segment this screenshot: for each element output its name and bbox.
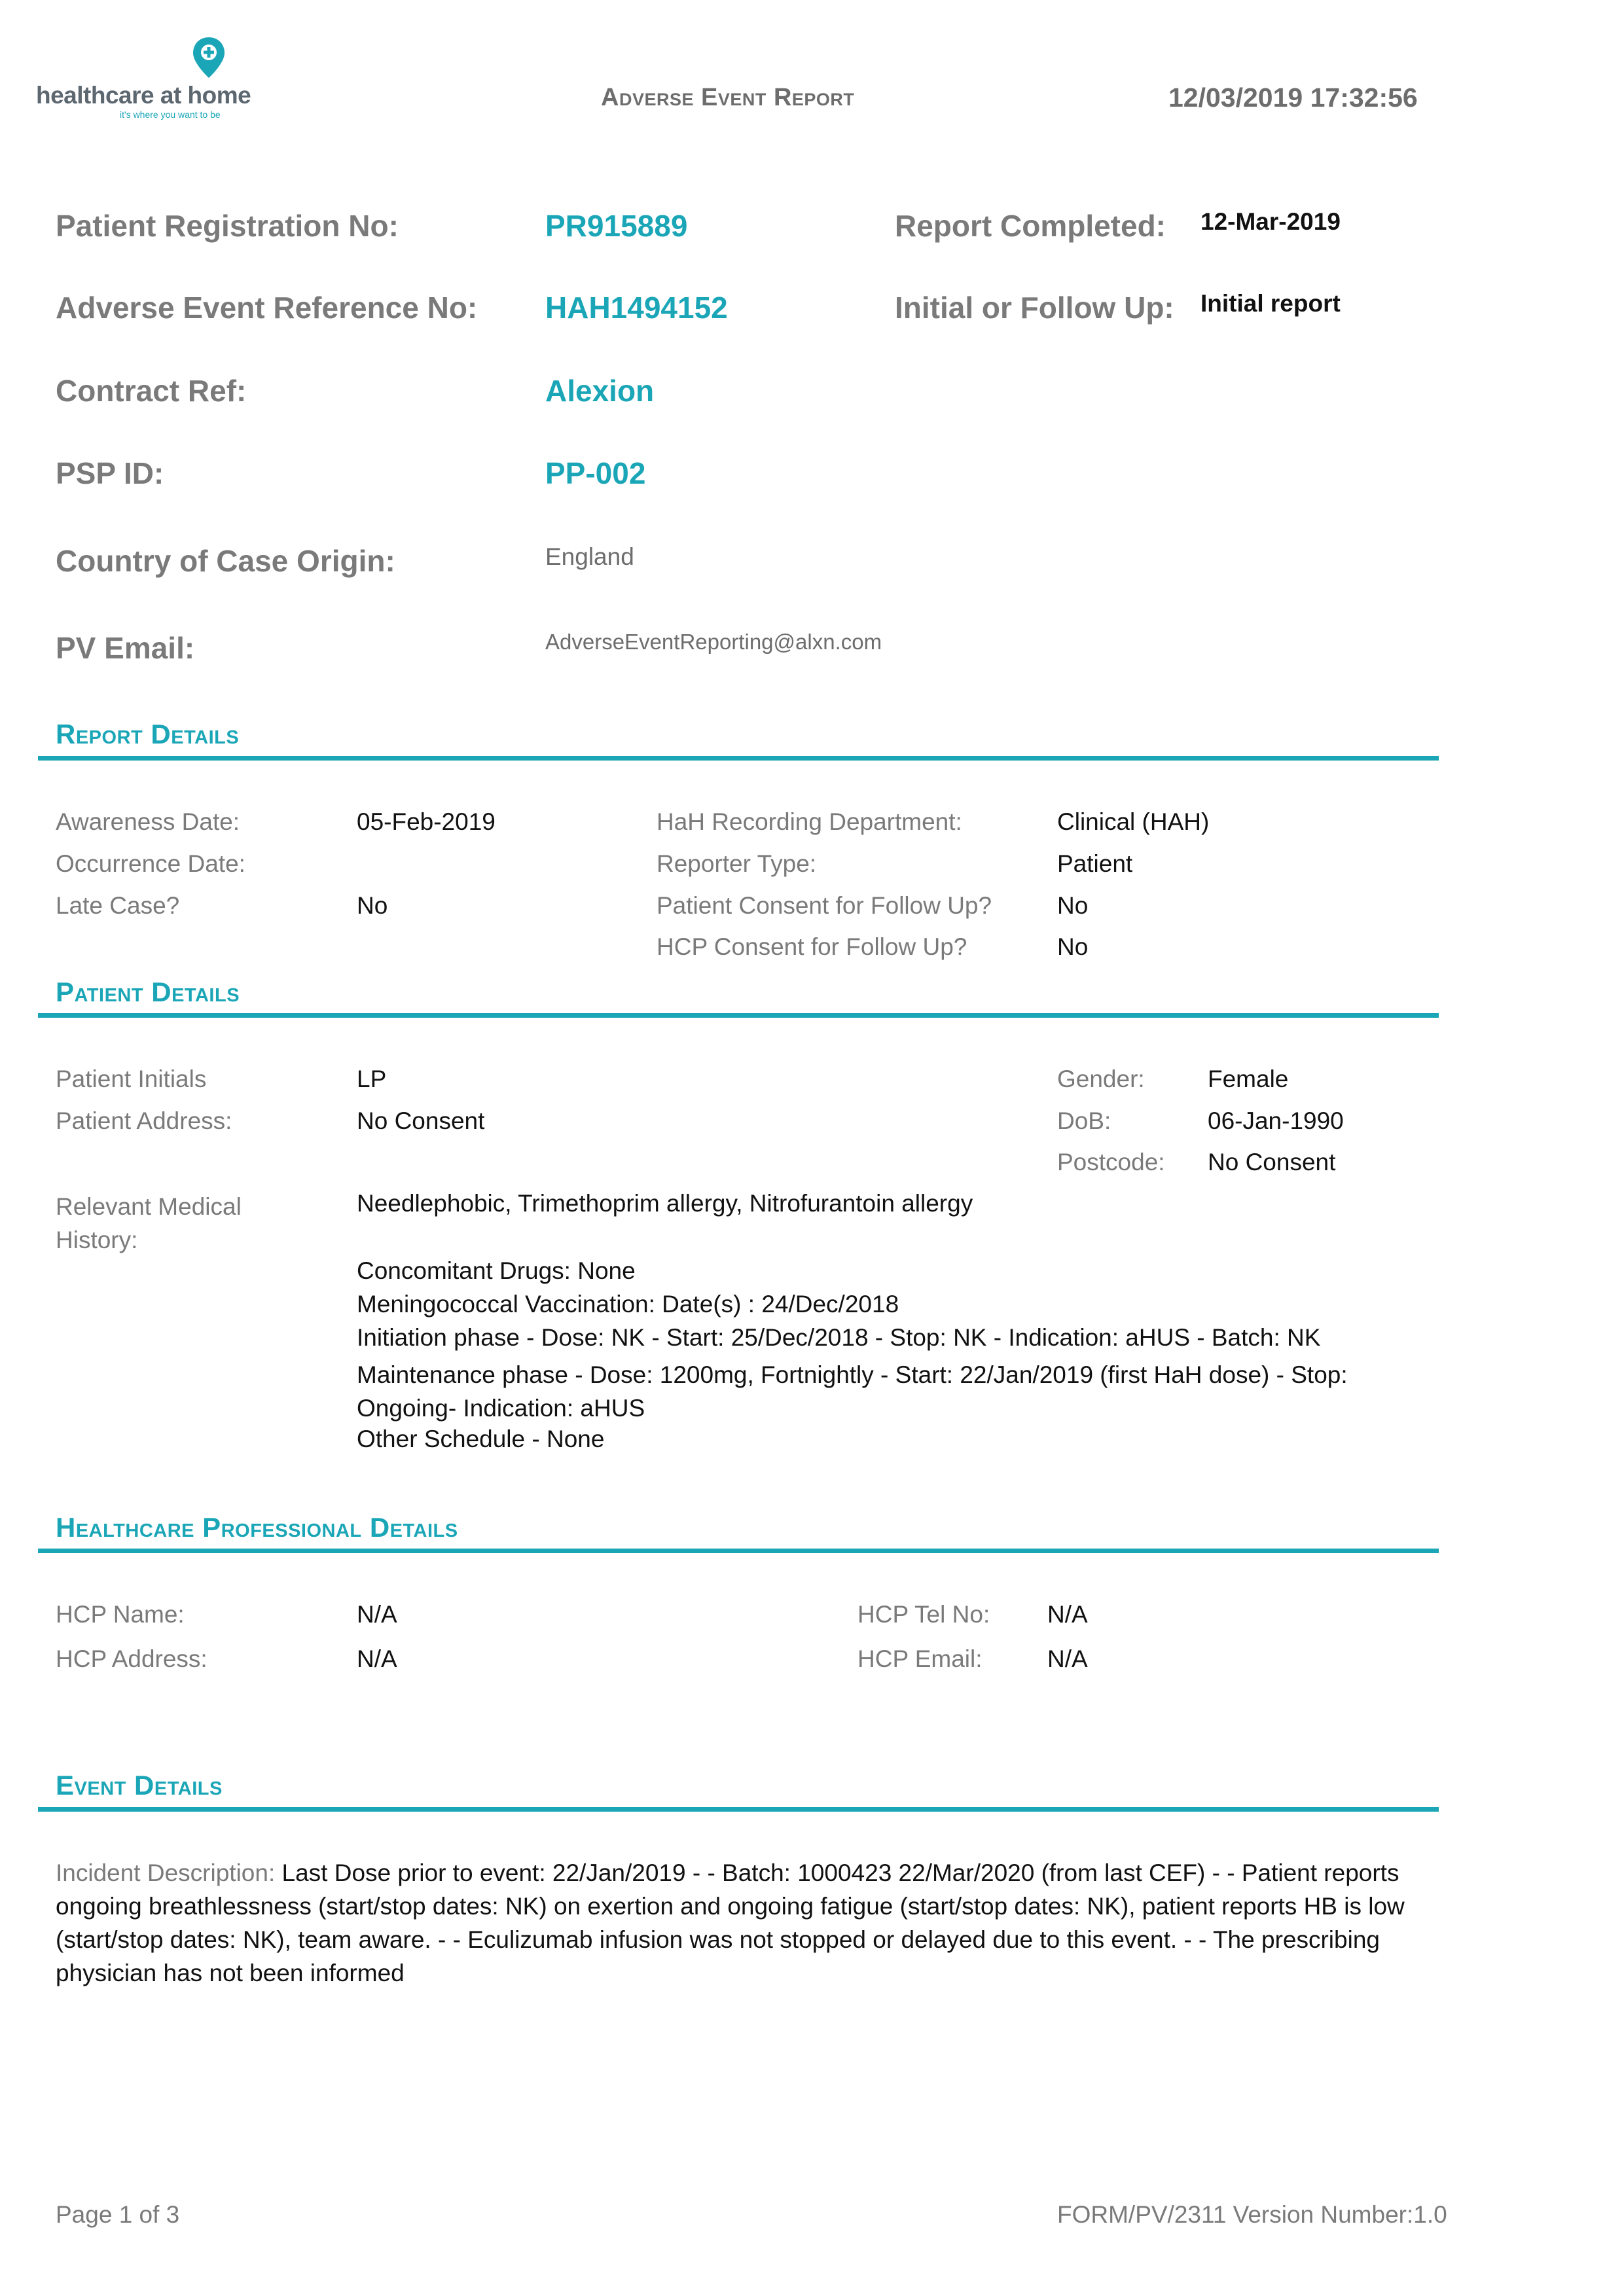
hcp-details-divider [38,1549,1439,1553]
report-completed-value: 12-Mar-2019 [1200,208,1341,235]
event-details-divider [38,1807,1439,1812]
country-origin-value: England [545,543,634,570]
report-details-heading: Report Details [56,719,240,749]
patient-consent-value: No [1057,892,1089,919]
patient-address-value: No Consent [357,1107,485,1134]
dob-value: 06-Jan-1990 [1208,1107,1344,1134]
incident-description-value: Last Dose prior to event: 22/Jan/2019 - - Batch: 1000423 22/Mar/2020 (from last CEF) - - Patient reports ongoing breathlessness (start/stop dates: NK) on exertion and ongoing fatigue (start/stop dates: NK), patient reports HB is low (start/stop dates: NK), team aware. - - Eculizumab infusion was not stopped or delayed due to this event. - - The prescribing physician has not been informed [56,1859,1405,1986]
hcp-name-value: N/A [357,1601,397,1628]
report-details-divider [38,756,1439,761]
event-details-heading: Event Details [56,1770,223,1801]
patient-initials-label: Patient Initials [56,1066,207,1092]
hcp-name-label: HCP Name: [56,1601,185,1628]
awareness-date-label: Awareness Date: [56,808,240,835]
gender-label: Gender: [1057,1066,1145,1092]
recording-department-value: Clinical (HAH) [1057,808,1210,835]
drug-line: Concomitant Drugs: None [357,1257,636,1284]
hcp-address-value: N/A [357,1645,397,1672]
contract-ref-value: Alexion [545,374,655,408]
hcp-tel-value: N/A [1047,1601,1088,1628]
drug-line: Maintenance phase - Dose: 1200mg, Fortnightly - Start: 22/Jan/2019 (first HaH dose) - Stop: Ongoing- Indication: aHUS [357,1361,1348,1422]
initial-followup-value: Initial report [1200,290,1341,317]
postcode-value: No Consent [1208,1149,1336,1175]
dob-label: DoB: [1057,1107,1111,1134]
hcp-details-heading: Healthcare Professional Details [56,1512,458,1543]
pv-email-label: PV Email: [56,631,195,665]
patient-address-label: Patient Address: [56,1107,232,1134]
report-completed-label: Report Completed: [895,209,1166,243]
logo [36,36,259,121]
postcode-label: Postcode: [1057,1149,1165,1175]
hcp-email-value: N/A [1047,1645,1088,1672]
form-version: FORM/PV/2311 Version Number:1.0 [1057,2201,1447,2228]
pv-email-value: AdverseEventReporting@alxn.com [545,630,882,654]
hcp-email-label: HCP Email: [857,1645,983,1672]
medical-history-value: Needlephobic, Trimethoprim allergy, Nitrofurantoin allergy [357,1190,973,1217]
drug-line: Initiation phase - Dose: NK - Start: 25/Dec/2018 - Stop: NK - Indication: aHUS - Batch: NK [357,1324,1321,1351]
psp-id-value: PP-002 [545,456,646,490]
incident-description-label: Incident Description: [56,1859,276,1886]
page-number: Page 1 of 3 [56,2201,180,2228]
gender-value: Female [1208,1066,1289,1092]
recording-department-label: HaH Recording Department: [657,808,962,835]
patient-registration-value: PR915889 [545,209,688,243]
hcp-consent-value: No [1057,933,1089,960]
ae-reference-value: HAH1494152 [545,291,728,325]
report-datetime: 12/03/2019 17:32:56 [1168,82,1418,113]
ae-reference-label: Adverse Event Reference No: [56,291,478,325]
reporter-type-value: Patient [1057,850,1133,877]
location-pin-icon [190,36,227,79]
patient-details-divider [38,1013,1439,1018]
contract-ref-label: Contract Ref: [56,374,247,408]
incident-description [56,1856,1437,1990]
late-case-value: No [357,892,388,919]
patient-consent-label: Patient Consent for Follow Up? [657,892,992,919]
hcp-consent-label: HCP Consent for Follow Up? [657,933,967,960]
drug-line: Other Schedule - None [357,1426,605,1452]
hcp-tel-label: HCP Tel No: [857,1601,990,1628]
drug-line: Meningococcal Vaccination: Date(s) : 24/Dec/2018 [357,1291,899,1318]
logo-text: healthcare at home [36,82,251,109]
country-origin-label: Country of Case Origin: [56,544,395,578]
occurrence-date-label: Occurrence Date: [56,850,245,877]
awareness-date-value: 05-Feb-2019 [357,808,496,835]
late-case-label: Late Case? [56,892,180,919]
logo-tagline: it's where you want to be [120,109,221,120]
hcp-address-label: HCP Address: [56,1645,208,1672]
patient-details-heading: Patient Details [56,977,240,1007]
document-title: Adverse Event Report [601,84,855,111]
reporter-type-label: Reporter Type: [657,850,817,877]
psp-id-label: PSP ID: [56,456,164,490]
patient-initials-value: LP [357,1066,387,1092]
medical-history-label: Relevant Medical History: [56,1193,242,1253]
initial-followup-label: Initial or Follow Up: [895,291,1174,325]
patient-registration-label: Patient Registration No: [56,209,399,243]
